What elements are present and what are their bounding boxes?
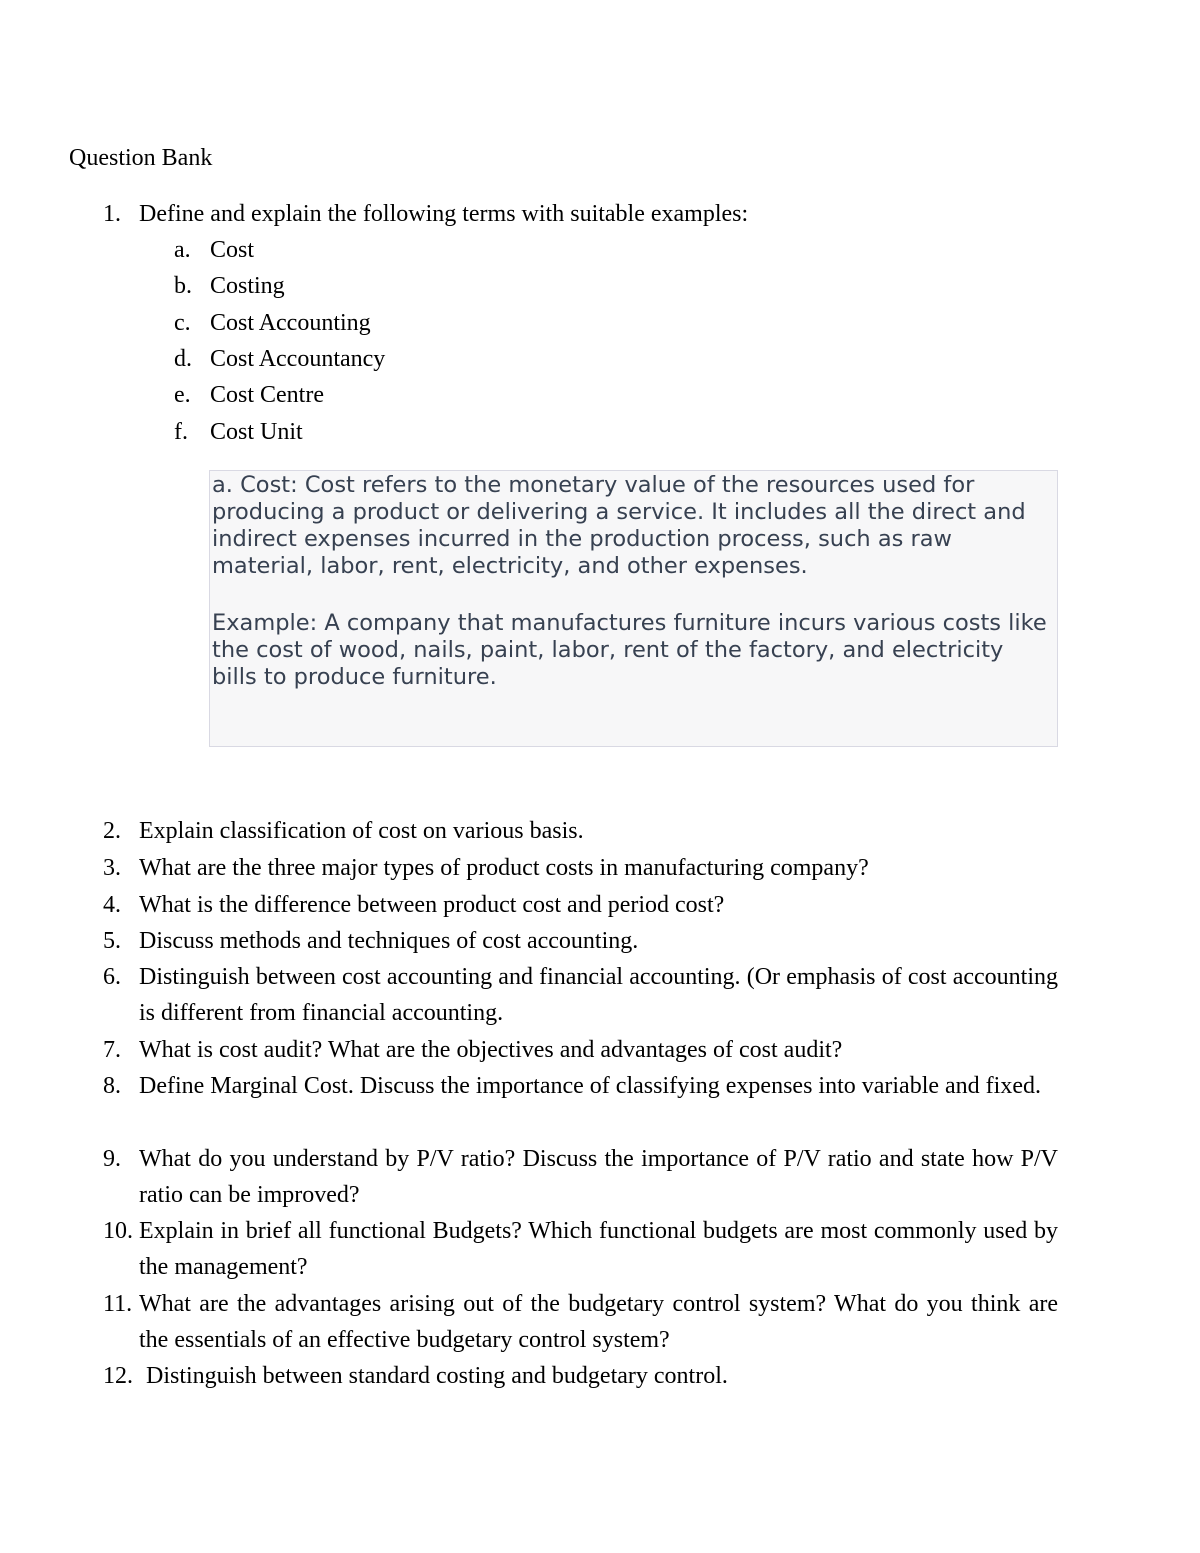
question-text: Define and explain the following terms with suitable examples: [139, 201, 749, 227]
question-number: 10. [103, 1218, 133, 1244]
question-text: What are the three major types of product costs in manufacturing company? [139, 855, 869, 881]
answer-box [209, 470, 1058, 747]
question-number: 7. [103, 1037, 121, 1063]
question-text: Distinguish between standard costing and budgetary control. [146, 1363, 728, 1389]
sub-item-text: Cost Accounting [210, 310, 371, 336]
page-title: Question Bank [69, 145, 213, 171]
question-text: Define Marginal Cost. Discuss the importance of classifying expenses into variable and fixed. [139, 1073, 1041, 1099]
sub-item-letter: a. [174, 237, 191, 263]
answer-definition: a. Cost: Cost refers to the monetary value of the resources used for producing a product or delivering a service. It includes all the direct and indirect expenses incurred in the production process, such as raw material, labor, rent, electricity, and other expenses. [212, 472, 1026, 579]
question-number: 3. [103, 855, 121, 881]
question-text: What do you understand by P/V ratio? Discuss the importance of P/V ratio and state how P/V ratio can be improved? [139, 1146, 1058, 1208]
sub-item-letter: d. [174, 346, 192, 372]
sub-item-text: Cost [210, 237, 255, 263]
question-text: What is cost audit? What are the objectives and advantages of cost audit? [139, 1037, 843, 1063]
question-text: Distinguish between cost accounting and financial accounting. (Or emphasis of cost accounting is different from financial accounting. [139, 964, 1058, 1026]
sub-item-text: Cost Centre [210, 382, 324, 408]
question-number: 5. [103, 928, 121, 954]
sub-item-letter: e. [174, 382, 191, 408]
answer-example: Example: A company that manufactures furniture incurs various costs like the cost of wood, nails, paint, labor, rent of the factory, and electricity bills to produce furniture. [212, 610, 1047, 690]
sub-item-letter: f. [174, 419, 188, 445]
question-number: 6. [103, 964, 121, 990]
question-number: 1. [103, 201, 121, 227]
sub-item-text: Costing [210, 273, 285, 299]
question-text: Explain classification of cost on various basis. [139, 818, 584, 844]
question-number: 4. [103, 892, 121, 918]
question-number: 11. [103, 1291, 133, 1317]
question-number: 12. [103, 1363, 133, 1389]
question-text: What are the advantages arising out of the budgetary control system? What do you think are the essentials of an effective budgetary control system? [139, 1291, 1058, 1353]
question-number: 8. [103, 1073, 121, 1099]
sub-item-letter: b. [174, 273, 192, 299]
sub-item-letter: c. [174, 310, 191, 336]
question-text: What is the difference between product cost and period cost? [139, 892, 725, 918]
question-text: Discuss methods and techniques of cost accounting. [139, 928, 639, 954]
question-number: 9. [103, 1146, 121, 1172]
question-text: Explain in brief all functional Budgets? Which functional budgets are most commonly used by the management? [139, 1218, 1058, 1280]
sub-item-text: Cost Accountancy [210, 346, 386, 372]
sub-item-text: Cost Unit [210, 419, 303, 445]
question-number: 2. [103, 818, 121, 844]
